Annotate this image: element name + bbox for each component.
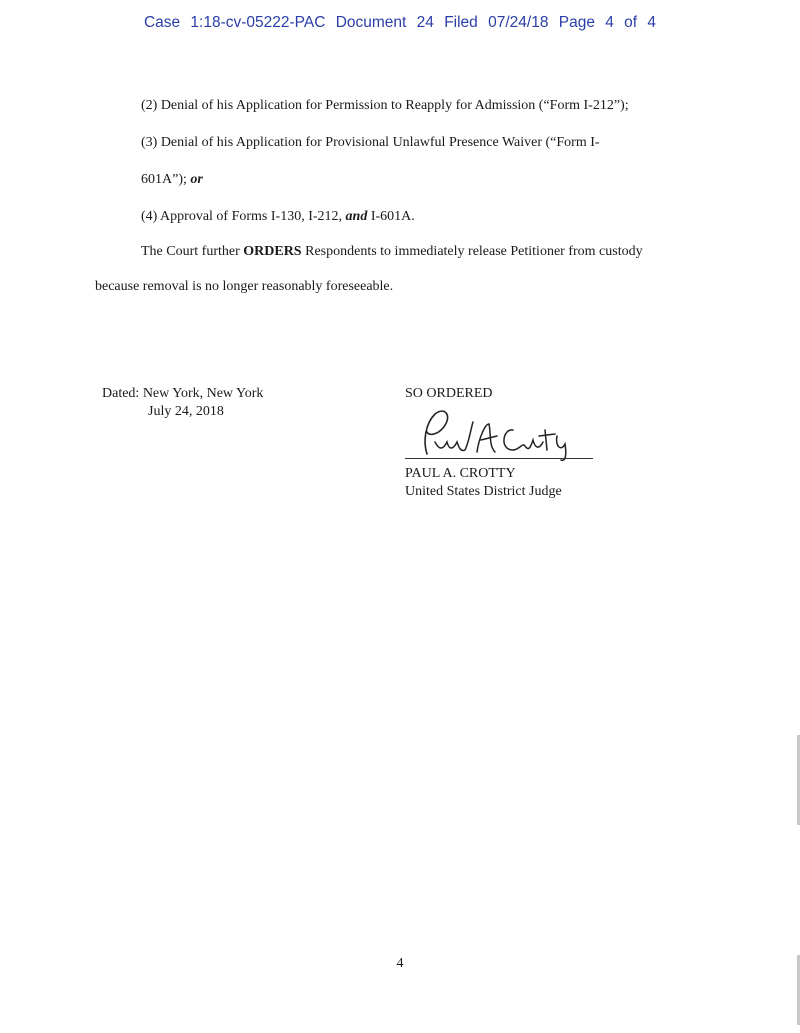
order-item-4: [141, 209, 415, 225]
and-emphasis: and: [345, 209, 368, 224]
orders-emphasis: ORDERS: [243, 244, 302, 259]
judge-signature: [405, 402, 605, 464]
dated-block: [102, 386, 263, 420]
order-item-3-continued: [141, 172, 203, 188]
ecf-header-stamp: Case 1:18-cv-05222-PAC Document 24 Filed 07/24/18 Page 4 of 4: [143, 14, 657, 31]
item-4-end: I-601A.: [367, 209, 415, 224]
dated-date: July 24, 2018: [148, 404, 224, 419]
judge-name: PAUL A. CROTTY: [405, 466, 516, 481]
item-3-tail: 601A”);: [141, 172, 191, 187]
so-ordered-label: SO ORDERED: [405, 386, 493, 401]
signature-line: [405, 458, 593, 459]
further-order-end: Respondents to immediately release Petitioner from custody: [301, 244, 643, 259]
order-item-2: (2) Denial of his Application for Permission to Reapply for Admission (“Form I-212”);: [141, 98, 629, 113]
further-order-start: The Court further: [141, 244, 244, 259]
signature-scribble: [405, 402, 605, 464]
order-item-3: (3) Denial of his Application for Provisional Unlawful Presence Waiver (“Form I-: [141, 135, 600, 150]
so-ordered-block: [405, 386, 605, 500]
further-order-continued: because removal is no longer reasonably foreseeable.: [95, 279, 394, 294]
page-number: 4: [396, 956, 404, 971]
further-order-paragraph: [141, 244, 643, 260]
item-4-start: (4) Approval of Forms I-130, I-212,: [141, 209, 346, 224]
dated-location: Dated: New York, New York: [102, 386, 264, 401]
or-emphasis: or: [190, 172, 203, 187]
judge-title: United States District Judge: [405, 484, 562, 499]
